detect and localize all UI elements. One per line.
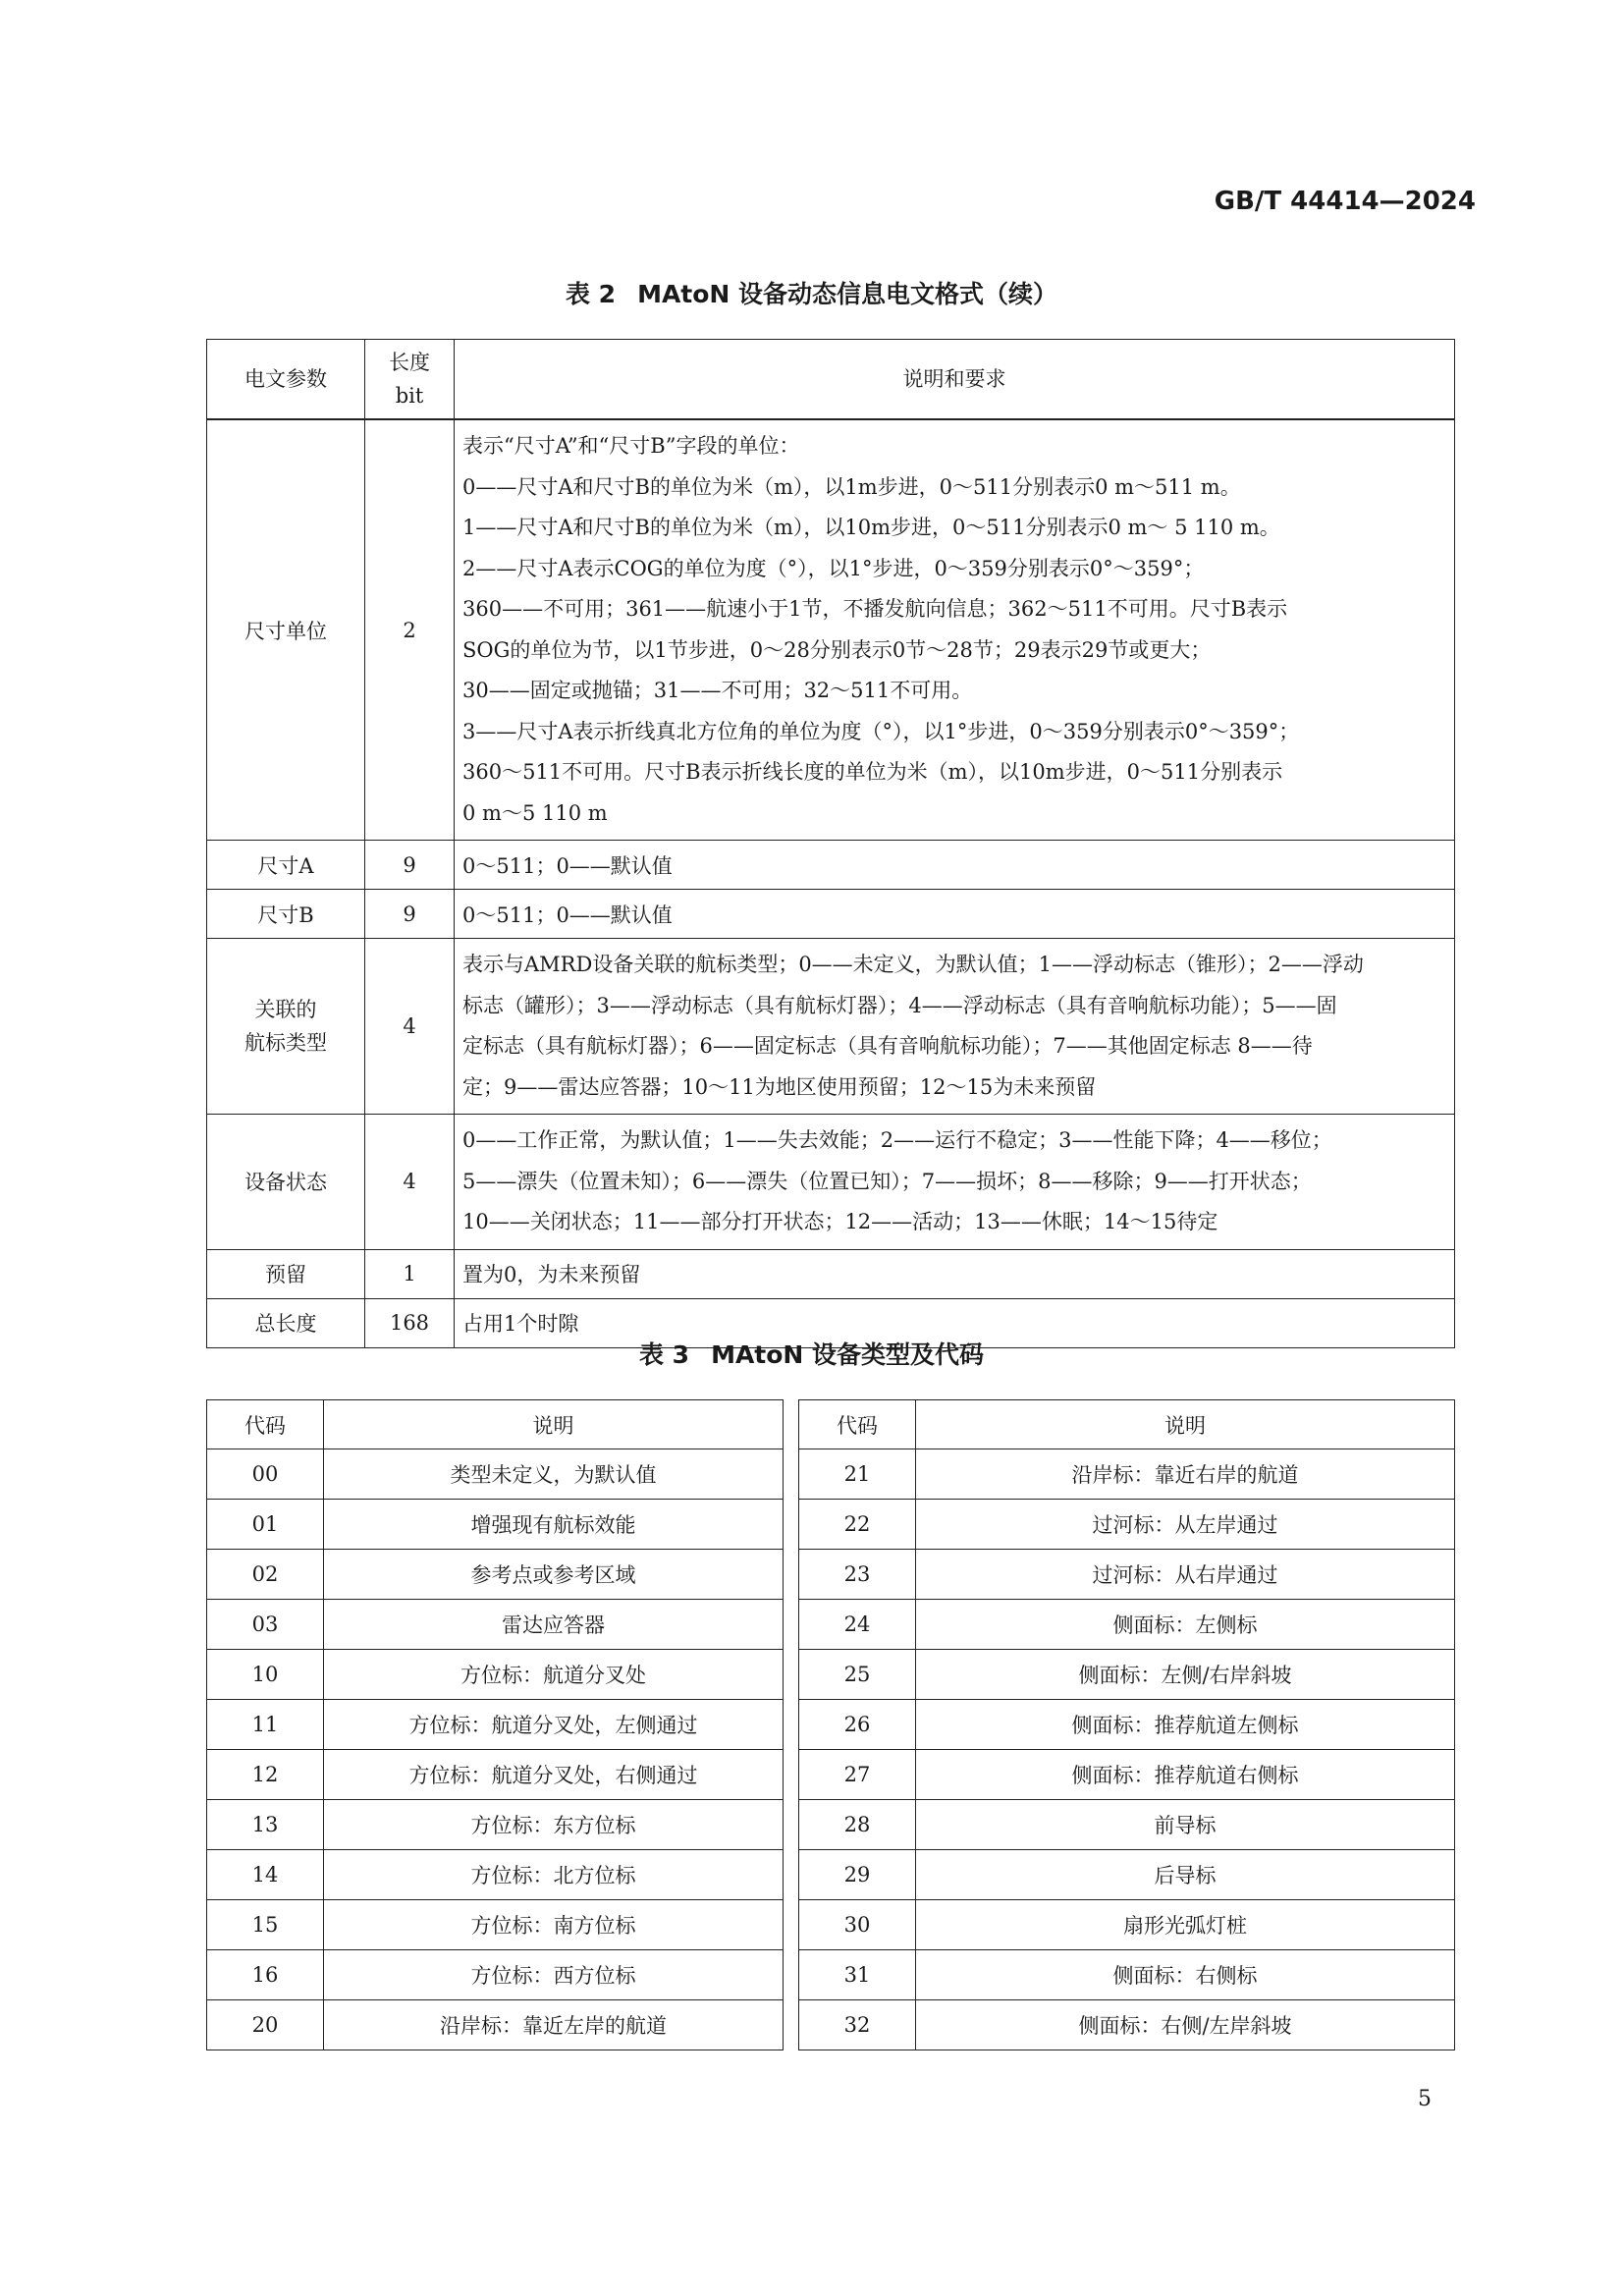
code-cell: 11 bbox=[207, 1700, 324, 1750]
table-row bbox=[799, 1750, 1455, 1800]
table-row bbox=[207, 1115, 1455, 1250]
desc-line: 0～511；0——默认值 bbox=[462, 902, 673, 927]
desc-line: 置为0，为未来预留 bbox=[462, 1263, 641, 1286]
table2-header-row bbox=[207, 340, 1455, 420]
length-cell: 9 bbox=[365, 841, 455, 890]
table-row bbox=[207, 841, 1455, 890]
header-length-line1: 长度 bbox=[389, 351, 430, 374]
table-row bbox=[799, 1700, 1455, 1750]
desc-line: SOG的单位为节，以1节步进，0～28分别表示0节～28节；29表示29节或更大； bbox=[462, 637, 1212, 662]
code-cell: 00 bbox=[207, 1449, 324, 1500]
param-cell bbox=[207, 890, 365, 939]
table-row bbox=[207, 1850, 784, 1900]
table3-caption-title: MAtoN 设备类型及代码 bbox=[711, 1340, 985, 1369]
table3-left-header-row bbox=[207, 1400, 784, 1449]
table2-body bbox=[207, 419, 1455, 1347]
table-row bbox=[207, 419, 1455, 841]
code-cell: 26 bbox=[799, 1700, 916, 1750]
header-param: 电文参数 bbox=[207, 340, 365, 420]
code-cell: 32 bbox=[799, 2000, 916, 2050]
code-cell: 16 bbox=[207, 1950, 324, 2000]
desc-cell: 增强现有航标效能 bbox=[324, 1500, 784, 1550]
table3-caption bbox=[0, 1336, 1623, 1371]
length-cell: 9 bbox=[365, 890, 455, 939]
desc-cell: 侧面标：左侧/右岸斜坡 bbox=[916, 1650, 1455, 1700]
desc-cell: 类型未定义，为默认值 bbox=[324, 1449, 784, 1500]
code-cell: 31 bbox=[799, 1950, 916, 2000]
desc-cell: 后导标 bbox=[916, 1850, 1455, 1900]
header-length-line2: bit bbox=[395, 384, 424, 408]
code-cell: 13 bbox=[207, 1800, 324, 1850]
table-row bbox=[207, 1449, 784, 1500]
desc-line: 3——尺寸A表示折线真北方位角的单位为度（°），以1°步进，0～359分别表示0°～359°； bbox=[462, 719, 1300, 743]
length-cell: 4 bbox=[365, 1115, 455, 1250]
desc-cell: 过河标：从右岸通过 bbox=[916, 1550, 1455, 1600]
desc-line: 1——尺寸A和尺寸B的单位为米（m），以10m步进，0～511分别表示0 m～ 5 110 m。 bbox=[462, 516, 1280, 539]
param-line: 尺寸单位 bbox=[244, 619, 327, 643]
table3-right-body bbox=[799, 1449, 1455, 2050]
table3-right-header-row bbox=[799, 1400, 1455, 1449]
length-cell: 4 bbox=[365, 939, 455, 1115]
desc-cell: 方位标：航道分叉处 bbox=[324, 1650, 784, 1700]
code-cell: 02 bbox=[207, 1550, 324, 1600]
param-line: 预留 bbox=[265, 1263, 306, 1286]
table-row bbox=[207, 1800, 784, 1850]
desc-cell: 前导标 bbox=[916, 1800, 1455, 1850]
table-row bbox=[207, 1500, 784, 1550]
desc-line: 360——不可用；361——航速小于1节，不播发航向信息；362～511不可用。尺寸B表示 bbox=[462, 597, 1288, 621]
param-line: 总长度 bbox=[254, 1312, 317, 1336]
header-code: 代码 bbox=[207, 1400, 324, 1449]
header-code: 代码 bbox=[799, 1400, 916, 1449]
table2-message-format bbox=[206, 339, 1455, 1348]
desc-cell bbox=[455, 890, 1455, 939]
desc-line: 定标志（具有航标灯器）；6——固定标志（具有音响航标功能）；7——其他固定标志 8——待 bbox=[462, 1034, 1313, 1058]
desc-line: 0——尺寸A和尺寸B的单位为米（m），以1m步进，0～511分别表示0 m～511 m。 bbox=[462, 474, 1241, 499]
code-cell: 14 bbox=[207, 1850, 324, 1900]
length-cell: 168 bbox=[365, 1298, 455, 1347]
code-cell: 23 bbox=[799, 1550, 916, 1600]
desc-cell bbox=[455, 841, 1455, 890]
table-row bbox=[799, 1600, 1455, 1650]
code-cell: 29 bbox=[799, 1850, 916, 1900]
table-row bbox=[799, 2000, 1455, 2050]
param-line: 航标类型 bbox=[244, 1031, 327, 1055]
length-cell: 2 bbox=[365, 419, 455, 841]
desc-cell bbox=[455, 1249, 1455, 1298]
desc-line: 360～511不可用。尺寸B表示折线长度的单位为米（m），以10m步进，0～511分别表示 bbox=[462, 760, 1283, 784]
table-row bbox=[799, 1850, 1455, 1900]
table-row bbox=[799, 1500, 1455, 1550]
desc-cell: 扇形光弧灯桩 bbox=[916, 1900, 1455, 1950]
desc-cell bbox=[455, 419, 1455, 841]
table-row bbox=[799, 1800, 1455, 1850]
desc-cell: 侧面标：推荐航道右侧标 bbox=[916, 1750, 1455, 1800]
table2-caption bbox=[0, 275, 1623, 310]
desc-cell: 侧面标：左侧标 bbox=[916, 1600, 1455, 1650]
desc-line: 表示“尺寸A”和“尺寸B”字段的单位： bbox=[462, 434, 800, 458]
table-row bbox=[799, 1650, 1455, 1700]
table-row bbox=[799, 1449, 1455, 1500]
table2-caption-number: 表 2 bbox=[565, 280, 617, 308]
desc-cell: 方位标：北方位标 bbox=[324, 1850, 784, 1900]
table-row bbox=[207, 1550, 784, 1600]
table3-left-body bbox=[207, 1449, 784, 2050]
desc-line: 2——尺寸A表示COG的单位为度（°），以1°步进，0～359分别表示0°～359°； bbox=[462, 556, 1205, 580]
desc-cell: 雷达应答器 bbox=[324, 1600, 784, 1650]
param-cell bbox=[207, 841, 365, 890]
code-cell: 28 bbox=[799, 1800, 916, 1850]
code-cell: 21 bbox=[799, 1449, 916, 1500]
table-row bbox=[799, 1950, 1455, 2000]
table-row bbox=[207, 1900, 784, 1950]
code-cell: 25 bbox=[799, 1650, 916, 1700]
param-line: 尺寸A bbox=[257, 853, 314, 878]
desc-cell bbox=[455, 1115, 1455, 1250]
desc-cell: 参考点或参考区域 bbox=[324, 1550, 784, 1600]
table-row bbox=[207, 939, 1455, 1115]
table3-caption-number: 表 3 bbox=[638, 1340, 690, 1369]
table-row bbox=[799, 1550, 1455, 1600]
desc-line: 30——固定或抛锚；31——不可用；32～511不可用。 bbox=[462, 679, 973, 702]
code-cell: 24 bbox=[799, 1600, 916, 1650]
standard-number: GB/T 44414—2024 bbox=[1214, 187, 1476, 216]
param-line: 设备状态 bbox=[244, 1171, 327, 1195]
table-row bbox=[207, 1950, 784, 2000]
code-cell: 30 bbox=[799, 1900, 916, 1950]
desc-cell: 方位标：南方位标 bbox=[324, 1900, 784, 1950]
desc-cell: 侧面标：右侧/左岸斜坡 bbox=[916, 2000, 1455, 2050]
code-cell: 12 bbox=[207, 1750, 324, 1800]
desc-cell: 方位标：航道分叉处，左侧通过 bbox=[324, 1700, 784, 1750]
code-cell: 20 bbox=[207, 2000, 324, 2050]
desc-line: 0——工作正常，为默认值；1——失去效能；2——运行不稳定；3——性能下降；4——移位； bbox=[462, 1128, 1332, 1152]
desc-cell: 沿岸标：靠近左岸的航道 bbox=[324, 2000, 784, 2050]
param-line: 关联的 bbox=[254, 998, 317, 1021]
desc-line: 0～511；0——默认值 bbox=[462, 853, 673, 878]
param-cell bbox=[207, 939, 365, 1115]
code-cell: 22 bbox=[799, 1500, 916, 1550]
code-cell: 15 bbox=[207, 1900, 324, 1950]
table2-caption-title: MAtoN 设备动态信息电文格式（续） bbox=[637, 280, 1058, 308]
desc-cell: 方位标：西方位标 bbox=[324, 1950, 784, 2000]
desc-cell: 方位标：东方位标 bbox=[324, 1800, 784, 1850]
desc-cell: 沿岸标：靠近右岸的航道 bbox=[916, 1449, 1455, 1500]
code-cell: 03 bbox=[207, 1600, 324, 1650]
header-length bbox=[365, 340, 455, 420]
header-desc: 说明 bbox=[324, 1400, 784, 1449]
desc-cell: 侧面标：右侧标 bbox=[916, 1950, 1455, 2000]
param-line: 尺寸B bbox=[257, 902, 314, 927]
table-row bbox=[207, 1750, 784, 1800]
table-row bbox=[207, 1249, 1455, 1298]
desc-line: 10——关闭状态；11——部分打开状态；12——活动；13——休眠；14～15待定 bbox=[462, 1210, 1218, 1233]
desc-cell: 方位标：航道分叉处，右侧通过 bbox=[324, 1750, 784, 1800]
desc-line: 占用1个时隙 bbox=[462, 1312, 579, 1336]
desc-line: 定；9——雷达应答器；10～11为地区使用预留；12～15为未来预留 bbox=[462, 1074, 1097, 1099]
desc-line: 5——漂失（位置未知）；6——漂失（位置已知）；7——损坏；8——移除；9——打开状态； bbox=[462, 1169, 1312, 1193]
table-row bbox=[207, 1600, 784, 1650]
table-row bbox=[207, 1700, 784, 1750]
length-cell: 1 bbox=[365, 1249, 455, 1298]
desc-line: 标志（罐形）；3——浮动标志（具有航标灯器）；4——浮动标志（具有音响航标功能）；5——固 bbox=[462, 993, 1337, 1017]
desc-cell: 过河标：从左岸通过 bbox=[916, 1500, 1455, 1550]
table3-left bbox=[206, 1399, 784, 2050]
table-row bbox=[207, 2000, 784, 2050]
code-cell: 27 bbox=[799, 1750, 916, 1800]
table3-right bbox=[798, 1399, 1455, 2050]
desc-line: 表示与AMRD设备关联的航标类型；0——未定义，为默认值；1——浮动标志（锥形）；2——浮动 bbox=[462, 953, 1364, 976]
param-cell bbox=[207, 419, 365, 841]
desc-cell bbox=[455, 939, 1455, 1115]
table-row bbox=[207, 890, 1455, 939]
header-desc: 说明 bbox=[916, 1400, 1455, 1449]
table-row bbox=[799, 1900, 1455, 1950]
table-row bbox=[207, 1650, 784, 1700]
desc-cell: 侧面标：推荐航道左侧标 bbox=[916, 1700, 1455, 1750]
param-cell bbox=[207, 1115, 365, 1250]
page-number: 5 bbox=[1418, 2087, 1432, 2111]
code-cell: 01 bbox=[207, 1500, 324, 1550]
header-desc: 说明和要求 bbox=[455, 340, 1455, 420]
param-cell bbox=[207, 1249, 365, 1298]
desc-line: 0 m～5 110 m bbox=[462, 800, 608, 825]
code-cell: 10 bbox=[207, 1650, 324, 1700]
